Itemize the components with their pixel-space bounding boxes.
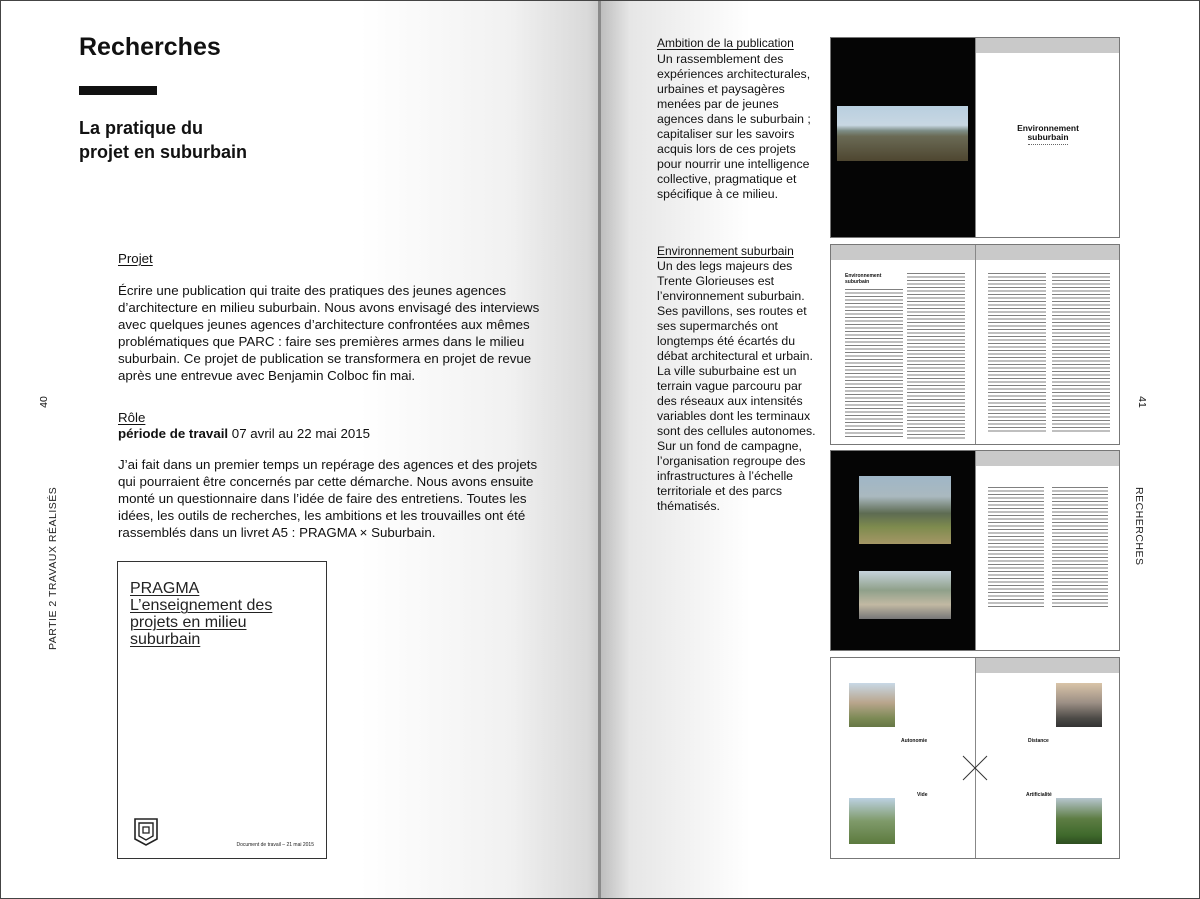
- thumb4-header-bar: [976, 658, 1120, 673]
- keyword-vide: Vide: [917, 792, 928, 798]
- thumb4-right-page: [975, 658, 1120, 858]
- thumb3-right-page: [975, 451, 1120, 650]
- keyword-distance: Distance: [1028, 738, 1049, 744]
- ambition-label: Ambition de la publication: [657, 36, 794, 50]
- landscape-photo: [837, 106, 968, 161]
- booklet-title-line-3: projets en milieu: [130, 614, 247, 631]
- thumb1-title: [976, 124, 1120, 142]
- page-number-right: 41: [1135, 396, 1148, 408]
- thumbnail-spread-3: [830, 450, 1120, 651]
- sprinkler-photo: [1056, 798, 1102, 844]
- role-text: J’ai fait dans un premier temps un repérage des agences et des projets qui pourraient être concernés par cette démarche. Nous avons ensuite monté un questionnaire dans l’idée de faire des entretiens. Toutes les idées, les outils de recherches, les ambitions et les trouvailles ont été rassemblés dans un livret A5 : PRAGMA × Suburbain.: [118, 457, 538, 540]
- thumb2-heading: Environnement suburbain: [845, 273, 882, 285]
- thumbnail-spread-2: [830, 244, 1120, 445]
- thumb2-header-bar-right: [976, 245, 1120, 260]
- title-rule: [79, 86, 157, 95]
- booklet-title: [130, 580, 310, 648]
- thumb2-column-2: [907, 273, 965, 439]
- thumbnail-spread-4: [830, 657, 1120, 859]
- thumb1-header-bar: [976, 38, 1120, 53]
- street-photo: [859, 571, 951, 619]
- ambition-text: Un rassemblement des expériences architecturales, urbaines et paysagères menées par de jeunes agences dans le suburbain ; capitaliser sur les savoirs acquis lors de ces projets pour nourrir une intelligence collective, pragmatique et spécifique à ce milieu.: [657, 52, 811, 201]
- thumb1-ornament: [1028, 144, 1068, 148]
- booklet-caption: Document de travail – 21 mai 2015: [236, 842, 314, 848]
- subtitle-line-1: La pratique du: [79, 118, 204, 138]
- thumb3-header-bar: [976, 451, 1120, 466]
- thumb2-column-4: [1052, 273, 1110, 433]
- thumb1-title-line-2: suburbain: [1027, 132, 1069, 142]
- environnement-label: Environnement suburbain: [657, 244, 794, 258]
- page-title: Recherches: [79, 33, 221, 61]
- role-period: [118, 425, 548, 442]
- thumb2-right-page: [975, 245, 1120, 444]
- thumb1-left-page: [831, 38, 975, 237]
- thumb2-column-3: [988, 273, 1046, 433]
- thumbnail-spread-1: [830, 37, 1120, 238]
- thumb2-column-1: [845, 289, 903, 439]
- village-photo: [849, 683, 895, 727]
- shopping-photo: [1056, 683, 1102, 727]
- booklet-title-line-1: PRAGMA: [130, 580, 200, 597]
- page-subtitle: [79, 116, 339, 164]
- thumb1-title-line-1: Environnement: [1017, 123, 1079, 133]
- thumb3-left-page: [831, 451, 975, 650]
- pragma-logo-icon: [133, 817, 159, 847]
- spine-gutter: [598, 0, 601, 899]
- subtitle-line-2: projet en suburbain: [79, 142, 248, 162]
- period-label: période de travail: [118, 426, 229, 441]
- projet-text: Écrire une publication qui traite des pratiques des jeunes agences d’architecture en milieu suburbain. Nous avons envisagé des interviews avec quelques jeunes agences d’architecture confrontées aux mêmes problématiques que PARC : faire ses premières armes dans le milieu suburbain. Ce projet de publication se transformera en projet de revue après une entrevue avec Benjamin Colboc fin mai.: [118, 283, 540, 383]
- thumb2-left-page: [831, 245, 975, 444]
- thumb1-right-page: [975, 38, 1120, 237]
- role-label: Rôle: [118, 410, 146, 425]
- page-number-left: 40: [37, 396, 50, 408]
- thumb3-column-2: [1052, 487, 1108, 607]
- booklet-title-line-4: suburbain: [130, 631, 201, 648]
- running-head-left: PARTIE 2 TRAVAUX RÉALISÉS: [47, 486, 59, 650]
- bridge-photo: [859, 476, 951, 544]
- running-head-right: RECHERCHES: [1133, 487, 1145, 566]
- thumb2-header-bar-left: [831, 245, 975, 260]
- booklet-title-line-2: L’enseignement des: [130, 597, 273, 614]
- environnement-text: Un des legs majeurs des Trente Glorieuses est l’environnement suburbain. Ses pavillons, ses routes et ses supermarchés ont longtemps été écartés du débat architectural et urbain. La ville suburbaine est un terrain vague parcouru par des réseaux aux intensités variables dont les terminaux sont des cellules autonomes. Sur un fond de campagne, l’organisation regroupe des infrastructures à l’échelle territoriale et des parcs thématisés.: [657, 259, 816, 513]
- thumb4-left-page: [831, 658, 975, 858]
- keyword-artificialite: Artificialité: [1026, 792, 1052, 798]
- period-value: 07 avril au 22 mai 2015: [228, 426, 371, 441]
- diagram-cross-icon: [961, 754, 989, 782]
- projet-label: Projet: [118, 251, 153, 266]
- keyword-autonomie: Autonomie: [901, 738, 928, 744]
- thumb3-column-1: [988, 487, 1044, 607]
- booklet-cover: [117, 561, 327, 859]
- field-photo: [849, 798, 895, 844]
